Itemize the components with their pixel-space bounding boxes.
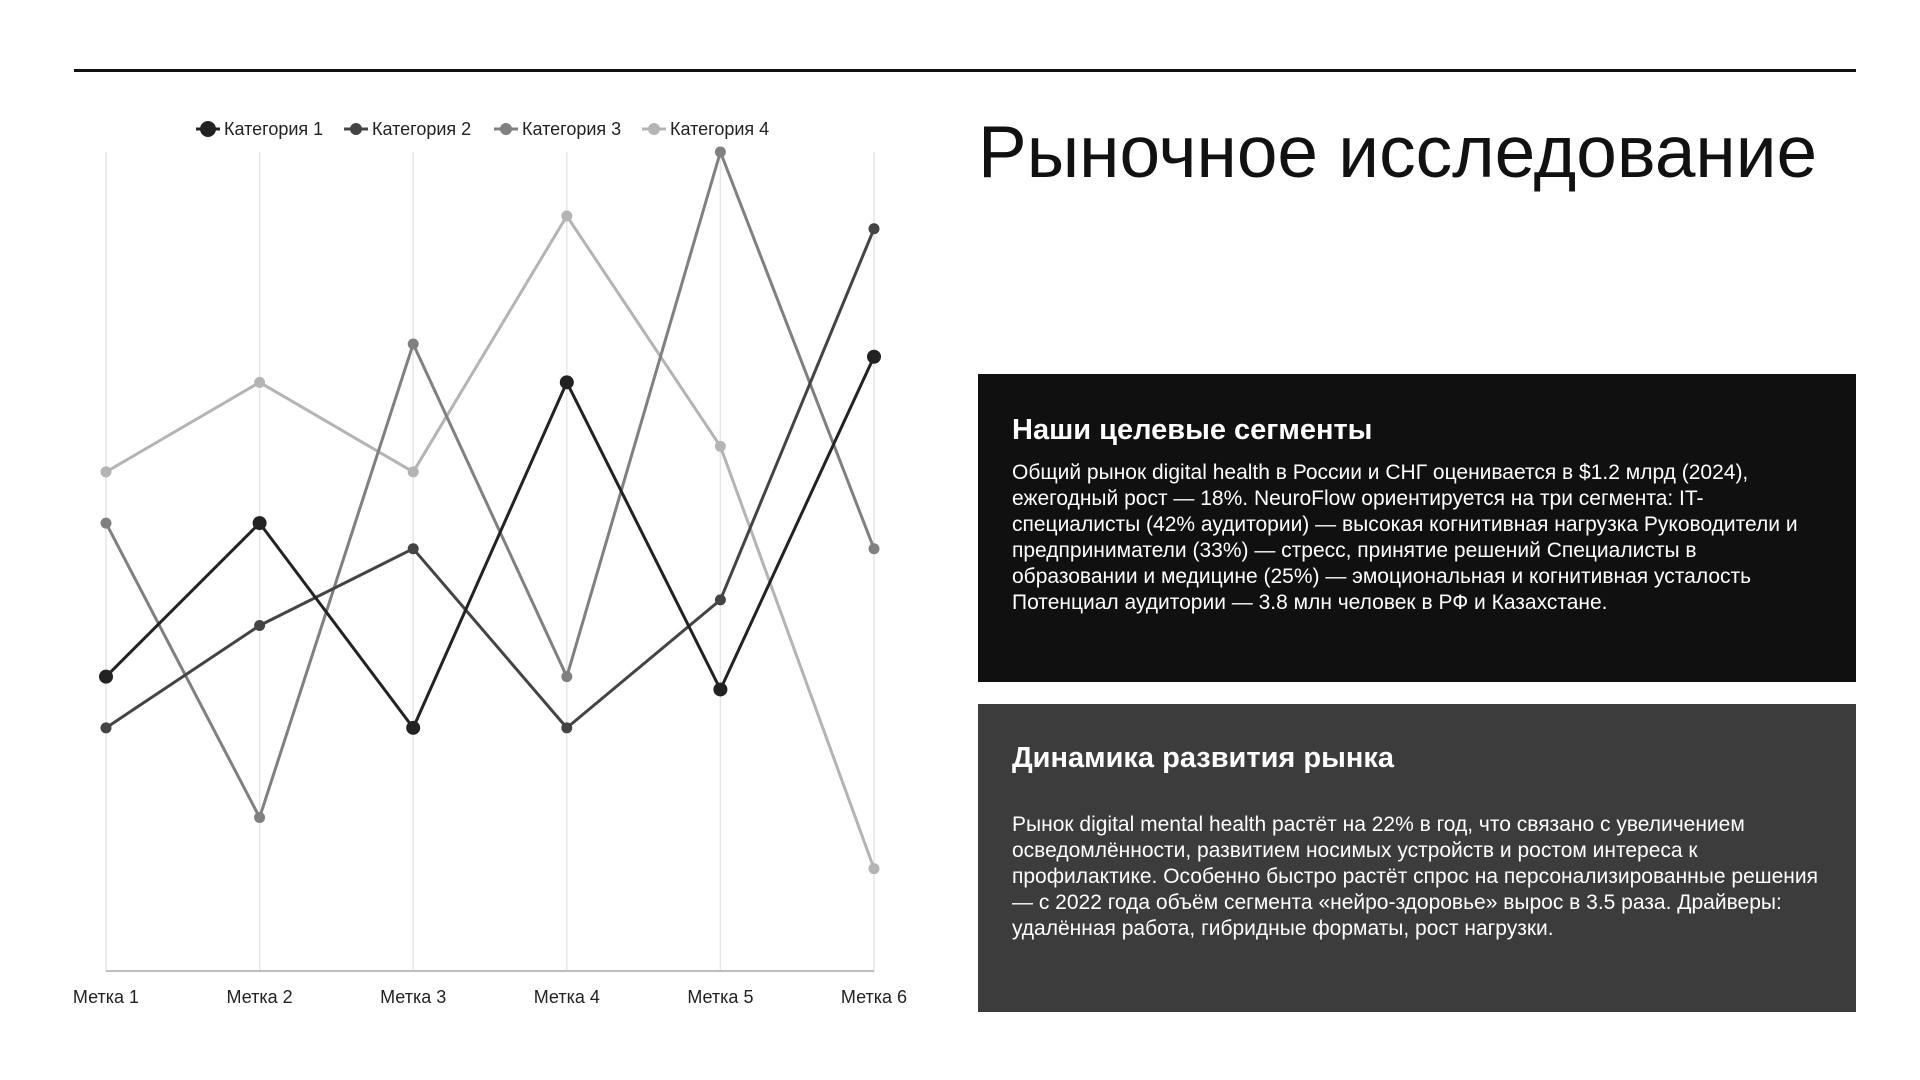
market-dynamics-heading: Динамика развития рынка bbox=[1012, 742, 1395, 774]
top-rule bbox=[74, 69, 1856, 72]
data-point bbox=[715, 441, 726, 452]
data-point bbox=[869, 543, 880, 554]
x-tick-label: Метка 6 bbox=[840, 987, 908, 1007]
data-point bbox=[867, 350, 881, 364]
target-segments-card bbox=[978, 374, 1856, 682]
legend-label: Категория 4 bbox=[670, 119, 770, 139]
legend-marker-dot bbox=[350, 123, 362, 135]
target-segments-heading: Наши целевые сегменты bbox=[1012, 414, 1373, 446]
x-tick-label: Метка 1 bbox=[72, 987, 140, 1007]
data-point bbox=[408, 338, 419, 349]
market-dynamics-card bbox=[978, 704, 1856, 1012]
series-line bbox=[106, 229, 874, 728]
data-point bbox=[408, 543, 419, 554]
data-point bbox=[408, 466, 419, 477]
legend-label: Категория 1 bbox=[224, 119, 324, 139]
target-segments-text: Общий рынок digital health в России и СНГ оценивается в $1.2 млрд (2024), ежегодный рост — 18%. NeuroFlow ориентируется на три сегмента: IT-специалисты (42% аудитории) — высокая когнитивная нагрузка Руководители и предприниматели (33%) — стресс, принятие решений Специалисты в образовании и медицине (25%) — эмоциональная и когнитивная усталость Потенциал аудитории — 3.8 млн человек в РФ и Казахстане. bbox=[1012, 461, 1798, 614]
data-point bbox=[254, 812, 265, 823]
slide-title: Рыночное исследование bbox=[978, 112, 1818, 193]
data-point bbox=[561, 722, 572, 733]
legend-marker-dot bbox=[200, 121, 216, 137]
legend-label: Категория 2 bbox=[372, 119, 472, 139]
data-point bbox=[560, 375, 574, 389]
data-point bbox=[713, 682, 727, 696]
data-point bbox=[254, 377, 265, 388]
data-point bbox=[101, 466, 112, 477]
x-tick-label: Метка 3 bbox=[380, 987, 447, 1007]
series-line bbox=[106, 152, 874, 817]
x-tick-label: Метка 5 bbox=[687, 987, 754, 1007]
data-point bbox=[561, 671, 572, 682]
x-tick-label: Метка 2 bbox=[226, 987, 293, 1007]
data-point bbox=[101, 518, 112, 529]
data-point bbox=[99, 670, 113, 684]
series-line bbox=[106, 216, 874, 869]
data-point bbox=[254, 620, 265, 631]
data-point bbox=[715, 594, 726, 605]
data-point bbox=[869, 223, 880, 234]
series-line bbox=[106, 357, 874, 728]
legend-marker-dot bbox=[500, 123, 512, 135]
legend-label: Категория 3 bbox=[522, 119, 622, 139]
legend-marker-dot bbox=[648, 123, 660, 135]
data-point bbox=[101, 722, 112, 733]
line-chart bbox=[0, 100, 960, 1040]
market-dynamics-text: Рынок digital mental health растёт на 22% в год, что связано с увеличением осведомлённости, развитием носимых устройств и ростом интереса к профилактике. Особенно быстро растёт спрос на персонализированные решения — с 2022 года объём сегмента «нейро-здоровье» вырос в 3.5 раза. Драйверы: удалённая работа, гибридные форматы, рост нагрузки. bbox=[1012, 813, 1818, 940]
data-point bbox=[869, 863, 880, 874]
x-tick-label: Метка 4 bbox=[533, 987, 600, 1007]
data-point bbox=[406, 721, 420, 735]
chart-svg bbox=[0, 100, 960, 1040]
data-point bbox=[561, 210, 572, 221]
data-point bbox=[253, 516, 267, 530]
data-point bbox=[715, 147, 726, 158]
